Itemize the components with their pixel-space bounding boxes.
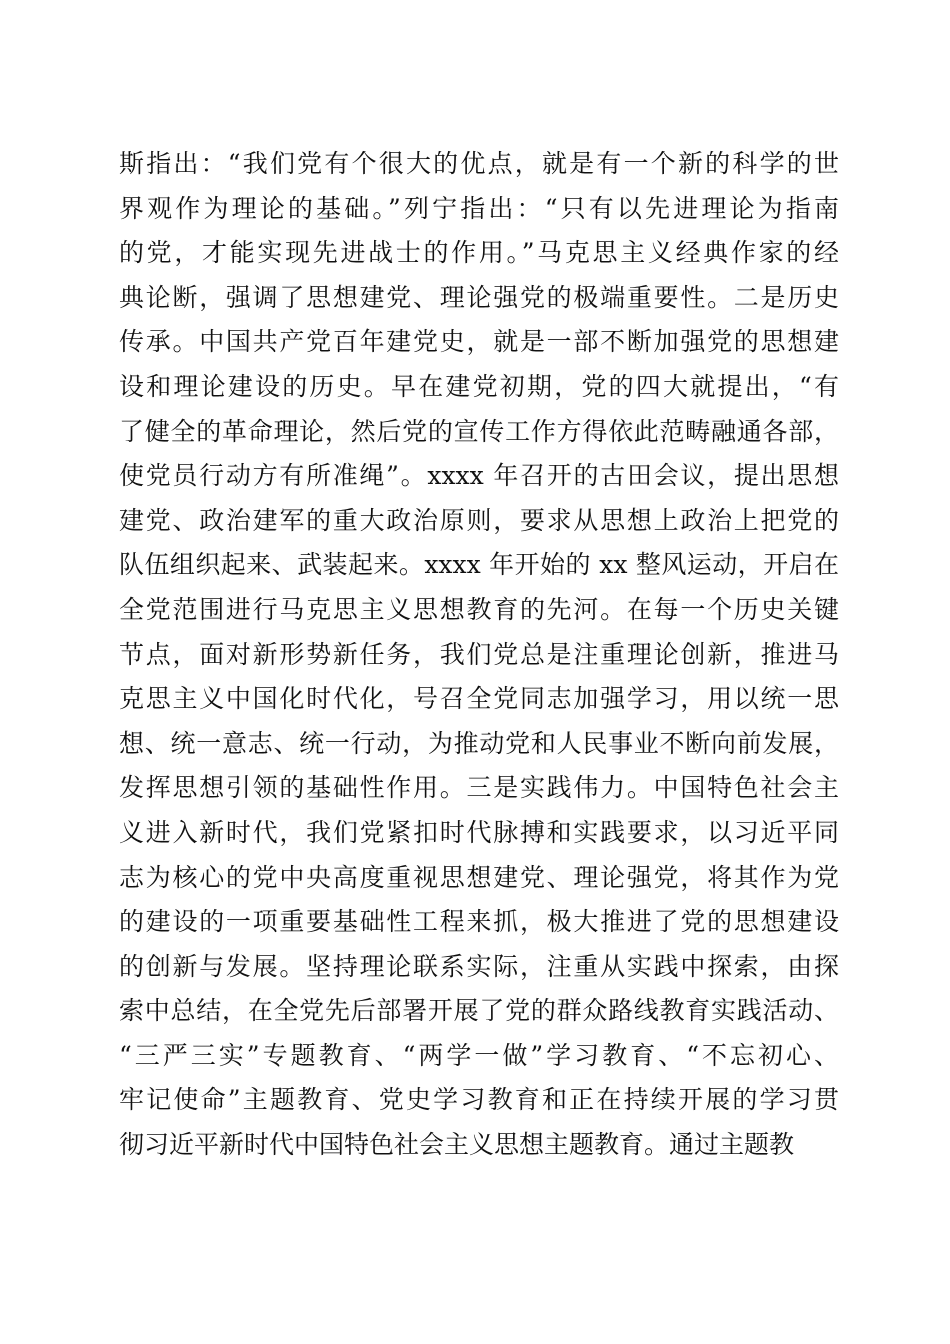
text-line: 发挥思想引领的基础性作用。三是实践伟力。中国特色社会主 xyxy=(119,773,839,803)
text-line: 想、统一意志、统一行动，为推动党和人民事业不断向前发展， xyxy=(119,728,839,758)
text-line: 节点，面对新形势新任务，我们党总是注重理论创新，推进马 xyxy=(119,639,839,669)
text-line: 了健全的革命理论，然后党的宣传工作方得依此范畴融通各部， xyxy=(119,416,839,446)
text-line: 义进入新时代，我们党紧扣时代脉搏和实践要求，以习近平同 xyxy=(119,817,839,847)
text-line: 彻习近平新时代中国特色社会主义思想主题教育。通过主题教 xyxy=(119,1130,795,1160)
text-line: 使党员行动方有所准绳”。xxxx 年召开的古田会议，提出思想 xyxy=(119,461,839,491)
text-line: 队伍组织起来、武装起来。xxxx 年开始的 xx 整风运动，开启在 xyxy=(119,550,839,580)
text-line: 志为核心的党中央高度重视思想建党、理论强党，将其作为党 xyxy=(119,862,839,892)
body-paragraph xyxy=(119,142,839,1168)
text-line: 典论断，强调了思想建党、理论强党的极端重要性。二是历史 xyxy=(119,282,839,312)
text-line: 斯指出：“我们党有个很大的优点，就是有一个新的科学的世 xyxy=(119,149,839,178)
text-line: 设和理论建设的历史。早在建党初期，党的四大就提出，“有 xyxy=(119,371,839,401)
text-line: 牢记使命”主题教育、党史学习教育和正在持续开展的学习贯 xyxy=(119,1085,839,1115)
text-line: 索中总结，在全党先后部署开展了党的群众路线教育实践活动、 xyxy=(119,996,839,1026)
text-line: 克思主义中国化时代化，号召全党同志加强学习，用以统一思 xyxy=(119,684,839,714)
text-line: “三严三实”专题教育、“两学一做”学习教育、“不忘初心、 xyxy=(119,1040,839,1070)
text-line: 传承。中国共产党百年建党史，就是一部不断加强党的思想建 xyxy=(119,327,839,357)
text-line: 建党、政治建军的重大政治原则，要求从思想上政治上把党的 xyxy=(119,505,839,535)
text-line: 界观作为理论的基础。”列宁指出：“只有以先进理论为指南 xyxy=(119,193,839,223)
text-line: 全党范围进行马克思主义思想教育的先河。在每一个历史关键 xyxy=(119,594,839,624)
text-line: 的党，才能实现先进战士的作用。”马克思主义经典作家的经 xyxy=(119,238,839,268)
text-line: 的建设的一项重要基础性工程来抓，极大推进了党的思想建设 xyxy=(119,907,839,937)
text-line: 的创新与发展。坚持理论联系实际，注重从实践中探索，由探 xyxy=(119,951,839,981)
